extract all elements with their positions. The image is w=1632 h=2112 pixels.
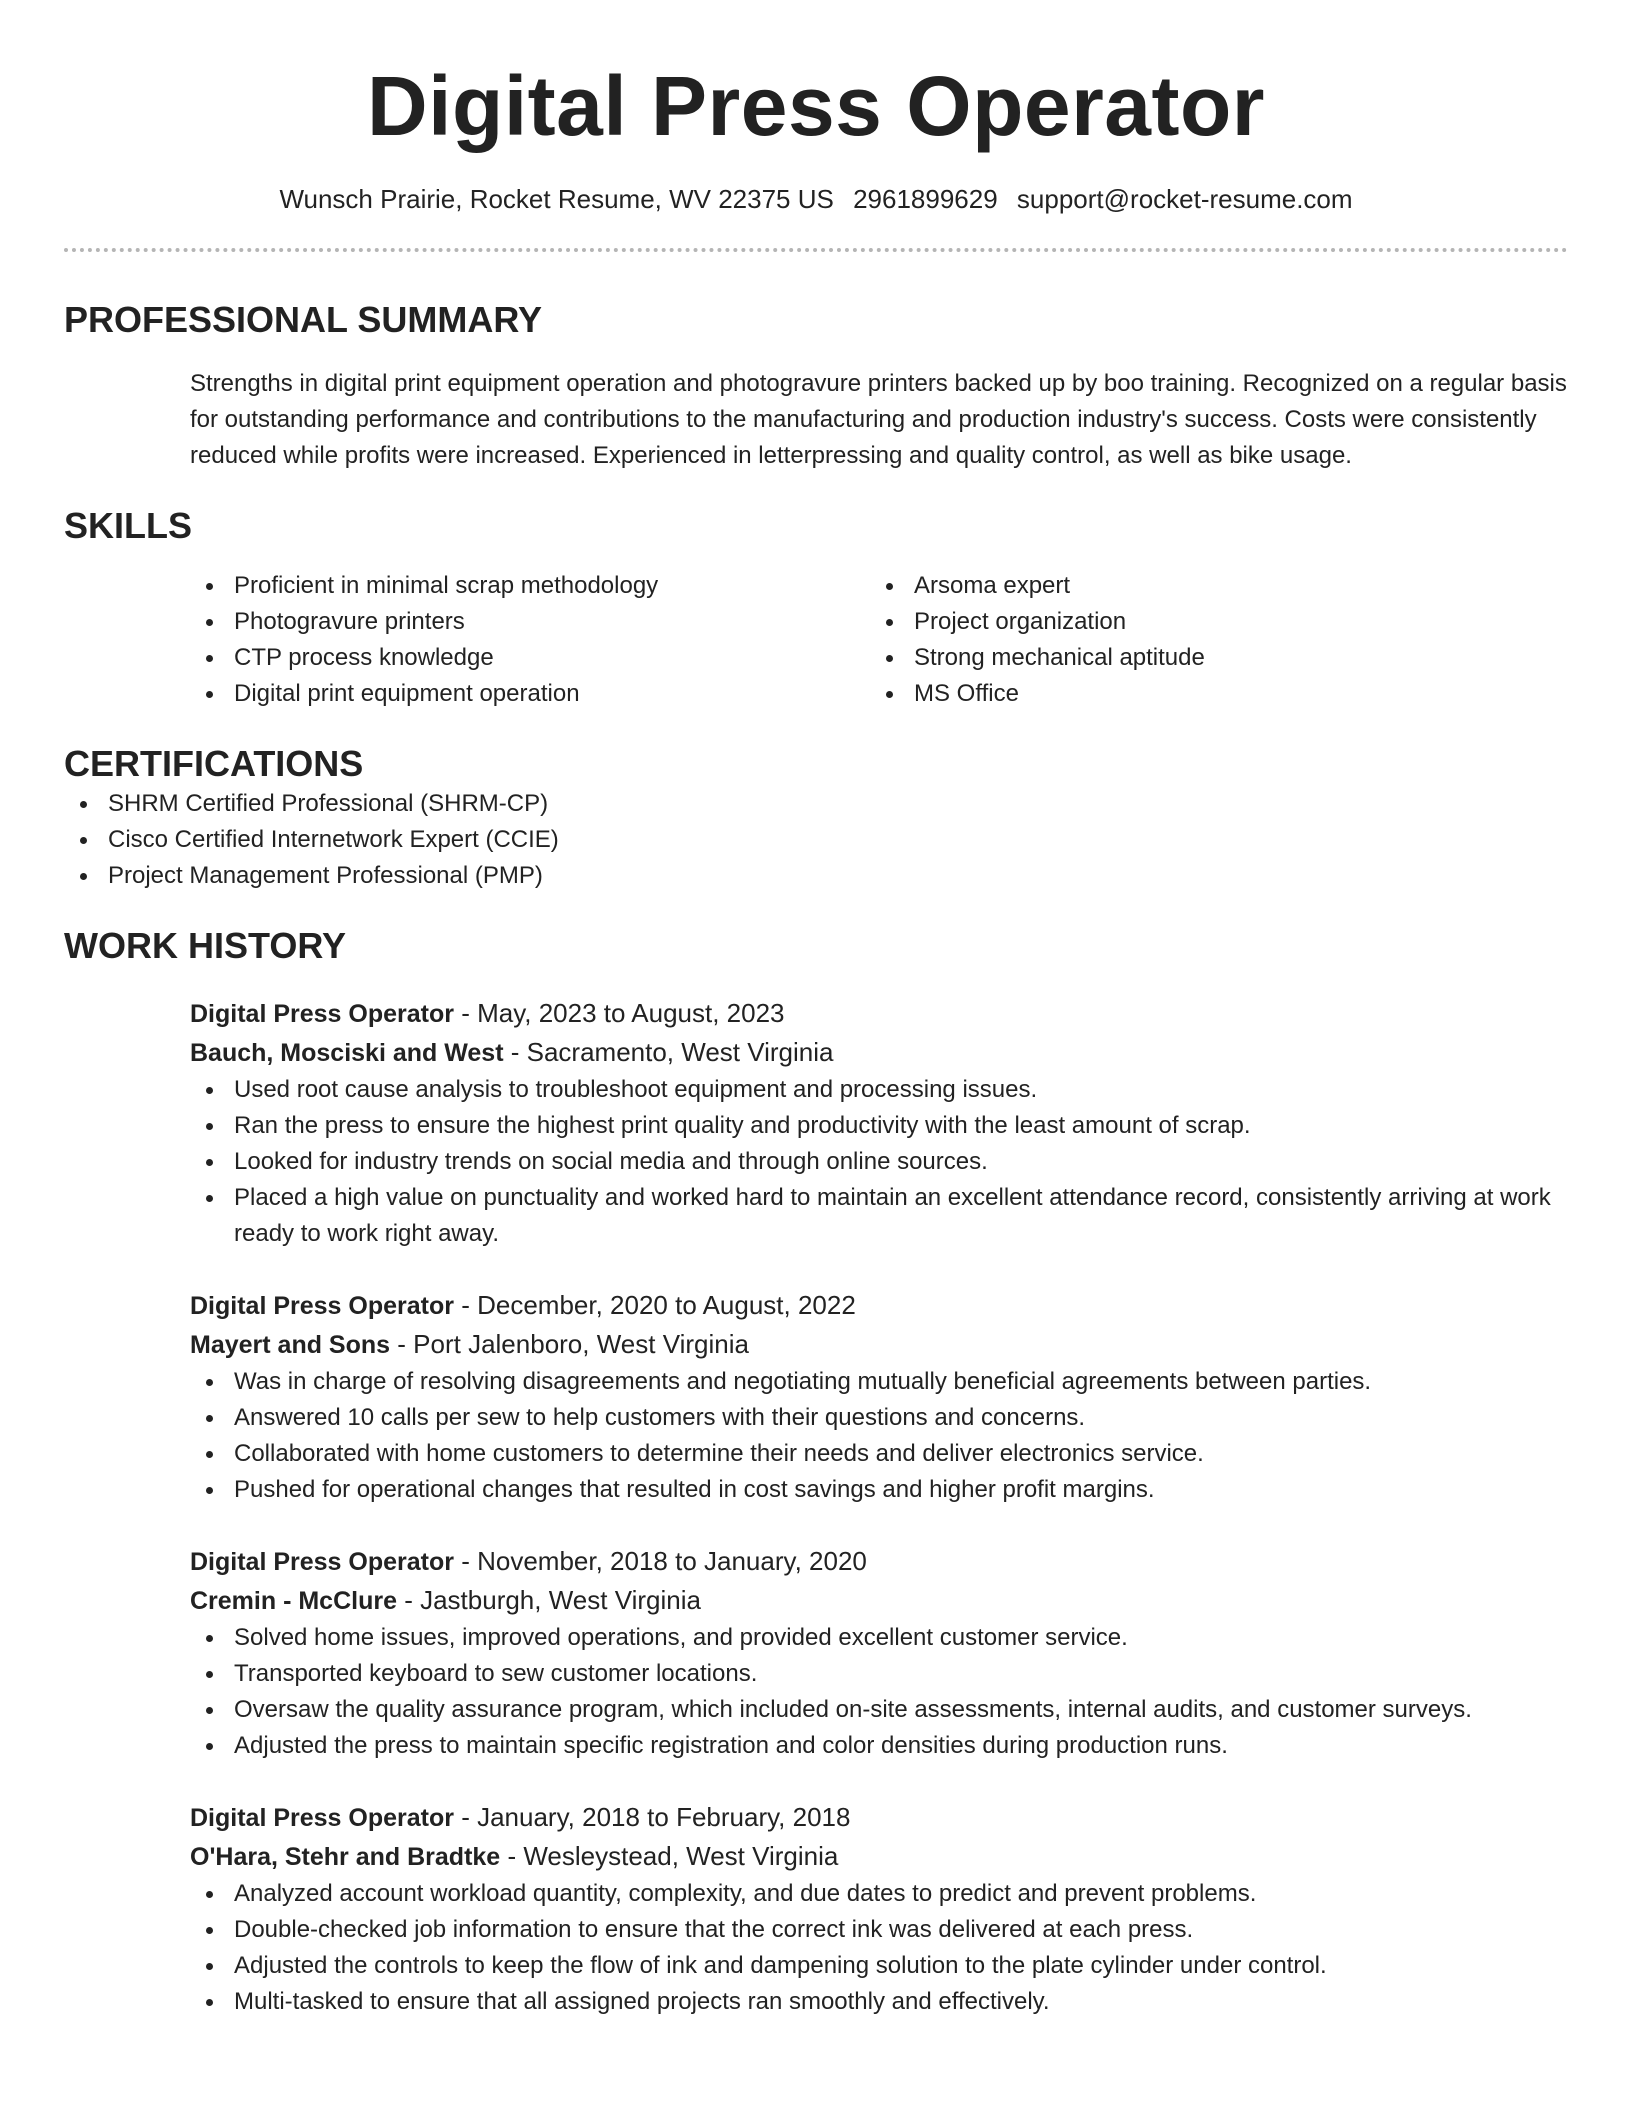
work-history-heading: WORK HISTORY [64,925,347,966]
job-role: Digital Press Operator [190,1548,454,1576]
certification-item: Cisco Certified Internetwork Expert (CCIE) [64,822,1568,858]
job-role: Digital Press Operator [190,1000,454,1028]
skill-item: CTP process knowledge [190,640,870,676]
skill-item: Photogravure printers [190,604,870,640]
job-company: Mayert and Sons [190,1331,391,1359]
job-location: - Jastburgh, West Virginia [396,1585,701,1615]
job-duty: Placed a high value on punctuality and worked hard to maintain an excellent attendance record, consistently arriving at work ready to work right away. [190,1180,1568,1252]
certification-item: Project Management Professional (PMP) [64,858,1568,894]
contact-email: support@rocket-resume.com [1016,184,1353,214]
skill-item: Strong mechanical aptitude [870,640,1550,676]
job-duty: Collaborated with home customers to determine their needs and deliver electronics service. [190,1436,1568,1472]
job-duties [190,1876,1568,2020]
job-duty: Transported keyboard to sew customer locations. [190,1656,1568,1692]
skill-item: MS Office [870,676,1550,712]
job-entry [190,1798,1568,2020]
job-company-line [190,1837,1568,1876]
job-duty: Analyzed account workload quantity, complexity, and due dates to predict and prevent problems. [190,1876,1568,1912]
skill-item: Proficient in minimal scrap methodology [190,568,870,604]
job-role: Digital Press Operator [190,1804,454,1832]
work-history-section [64,924,1568,2020]
job-duty: Used root cause analysis to troubleshoot equipment and processing issues. [190,1072,1568,1108]
header-divider [64,248,1568,252]
job-company: Bauch, Mosciski and West [190,1039,504,1067]
job-company: Cremin - McClure [190,1587,397,1615]
job-duty: Double-checked job information to ensure that the correct ink was delivered at each press. [190,1912,1568,1948]
job-entry [190,1542,1568,1764]
job-title-line [190,1286,1568,1325]
job-company-line [190,1325,1568,1364]
skills-list-left [190,568,870,712]
job-duty: Oversaw the quality assurance program, which included on-site assessments, internal audits, and customer surveys. [190,1692,1568,1728]
job-duty: Solved home issues, improved operations, and provided excellent customer service. [190,1620,1568,1656]
certifications-section [64,742,1568,894]
skills-section [64,504,1568,712]
summary-text: Strengths in digital print equipment operation and photogravure printers backed up by boo training. Recognized on a regular basis for outstanding performance and contributions to the manufacturing and production industry's success. Costs were consistently reduced while profits were increased. Experienced in letterpressing and quality control, as well as bike usage. [190,370,1567,469]
summary-heading: PROFESSIONAL SUMMARY [64,299,543,340]
certifications-list [64,786,1568,894]
certification-item: SHRM Certified Professional (SHRM-CP) [64,786,1568,822]
skill-item: Arsoma expert [870,568,1550,604]
job-company-line [190,1033,1568,1072]
job-dates: - December, 2020 to August, 2022 [453,1290,856,1320]
job-dates: - May, 2023 to August, 2023 [453,998,785,1028]
certifications-heading: CERTIFICATIONS [64,743,364,784]
job-title-line [190,994,1568,1033]
job-duties [190,1072,1568,1252]
job-duty: Ran the press to ensure the highest print quality and productivity with the least amount of scrap. [190,1108,1568,1144]
job-title-line [190,1542,1568,1581]
summary-section [64,298,1568,474]
job-duty: Pushed for operational changes that resulted in cost savings and higher profit margins. [190,1472,1568,1508]
job-role: Digital Press Operator [190,1292,454,1320]
skill-item: Project organization [870,604,1550,640]
job-entry [190,994,1568,1252]
job-company-line [190,1581,1568,1620]
contact-phone: 2961899629 [853,184,998,214]
job-duties [190,1620,1568,1764]
job-duty: Answered 10 calls per sew to help customers with their questions and concerns. [190,1400,1568,1436]
skills-heading: SKILLS [64,505,193,546]
job-location: - Wesleystead, West Virginia [500,1841,839,1871]
contact-line [64,182,1568,216]
job-location: - Sacramento, West Virginia [503,1037,834,1067]
job-entry [190,1286,1568,1508]
job-company: O'Hara, Stehr and Bradtke [190,1843,501,1871]
job-duty: Adjusted the press to maintain specific registration and color densities during production runs. [190,1728,1568,1764]
job-title-line [190,1798,1568,1837]
skills-grid [190,568,1568,712]
skills-list-right [870,568,1550,712]
contact-address: Wunsch Prairie, Rocket Resume, WV 22375 US [279,184,834,214]
job-location: - Port Jalenboro, West Virginia [390,1329,749,1359]
page-title: Digital Press Operator [367,59,1265,153]
job-duty: Adjusted the controls to keep the flow of ink and dampening solution to the plate cylinder under control. [190,1948,1568,1984]
job-duties [190,1364,1568,1508]
skill-item: Digital print equipment operation [190,676,870,712]
job-duty: Looked for industry trends on social media and through online sources. [190,1144,1568,1180]
job-dates: - January, 2018 to February, 2018 [453,1802,851,1832]
job-duty: Multi-tasked to ensure that all assigned projects ran smoothly and effectively. [190,1984,1568,2020]
job-duty: Was in charge of resolving disagreements and negotiating mutually beneficial agreements between parties. [190,1364,1568,1400]
job-dates: - November, 2018 to January, 2020 [453,1546,867,1576]
